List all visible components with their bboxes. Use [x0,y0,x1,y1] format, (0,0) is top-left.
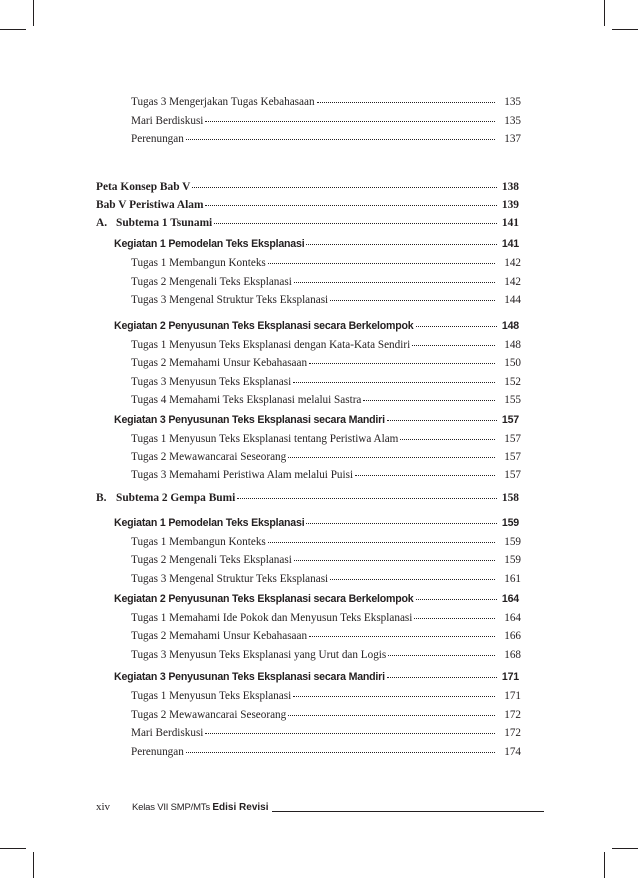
toc-page-number: 141 [501,238,519,250]
toc-page-number: 171 [504,690,521,702]
toc-page-number: 157 [501,414,519,426]
toc-page-number: 144 [504,294,521,306]
toc-leader-dots [306,235,497,245]
toc-entry-text: Tugas 1 Membangun Konteks [131,536,266,548]
toc-entry-title [131,450,286,464]
toc-entry[interactable] [131,275,521,289]
toc-leader-dots [186,743,495,753]
toc-leader-dots [288,448,495,458]
toc-page-number: 139 [501,199,519,211]
toc-leader-dots [186,130,495,140]
toc-page-number: 168 [504,649,521,661]
toc-entry[interactable] [131,256,521,270]
toc-entry-title [131,611,412,625]
toc-entry-title [131,553,292,567]
toc-entry-text: Tugas 3 Menyusun Teks Eksplanasi [131,376,292,388]
toc-entry[interactable] [114,516,519,530]
toc-leader-dots [317,93,495,103]
toc-entry-text: Tugas 1 Menyusun Teks Eksplanasi [131,690,292,702]
toc-entry-title [131,114,203,128]
toc-entry-text: Tugas 4 Memahami Teks Eksplanasi melalui Sastra [131,394,362,406]
toc-page-number: 158 [501,492,519,504]
toc-leader-dots [388,646,495,656]
footer-book-title [132,802,269,813]
toc-leader-dots [416,590,498,600]
toc-entry-text: Tugas 2 Mewawancarai Seseorang [131,709,287,721]
toc-entry-text: Tugas 2 Mengenali Teks Eksplanasi [131,554,292,566]
toc-entry[interactable] [131,356,521,370]
toc-entry-title [131,648,386,662]
toc-entry-title [131,689,291,703]
toc-entry-title [96,198,203,212]
toc-leader-dots [268,533,495,543]
toc-entry-title [131,726,203,740]
toc-entry[interactable] [131,689,521,703]
toc-leader-dots [294,551,495,561]
toc-page-number: 166 [504,630,521,642]
toc-entry[interactable] [131,535,521,549]
toc-leader-dots [309,627,495,637]
toc-entry-title [131,256,266,270]
toc-entry-title [114,516,304,530]
toc-entry-text: Tugas 3 Menyusun Teks Eksplanasi yang Urut dan Logis [131,649,387,661]
toc-entry[interactable] [131,468,521,482]
footer-book-class: Kelas VII SMP/MTs [132,802,210,813]
toc-page-number: 159 [504,554,521,566]
toc-entry-title [131,708,286,722]
toc-entry-text: Tugas 1 Membangun Konteks [131,257,266,269]
toc-entry-text: Tugas 3 Mengenal Struktur Teks Eksplanasi [131,294,329,306]
toc-entry-title [114,413,385,427]
toc-entry[interactable] [131,375,521,389]
toc-entry-title [131,572,328,586]
toc-entry-text: Peta Konsep Bab V [96,181,191,193]
toc-entry-title [131,629,307,643]
toc-entry-text: Tugas 2 Mewawancarai Seseorang [131,451,287,463]
toc-entry-title [96,491,235,505]
toc-entry[interactable] [131,293,521,307]
toc-leader-dots [306,514,497,524]
toc-entry[interactable] [131,572,521,586]
toc-page-number: 135 [504,96,521,108]
toc-page-number: 159 [501,517,519,529]
toc-entry-text: Bab V Peristiwa Alam [96,199,204,211]
toc-entry[interactable] [131,708,521,722]
toc-entry-text: Subtema 2 Gempa Bumi [116,492,236,504]
toc-entry-title [114,319,414,333]
toc-page-number: 174 [504,746,521,758]
toc-page-number: 164 [504,612,521,624]
toc-leader-dots [355,466,495,476]
toc-entry-title [131,375,291,389]
toc-section-letter: A. [96,217,108,229]
toc-page-number: 161 [504,573,521,585]
toc-leader-dots [205,724,495,734]
toc-leader-dots [288,706,495,716]
toc-entry-text: Tugas 3 Mengerjakan Tugas Kebahasaan [131,96,315,108]
toc-leader-dots [309,354,495,364]
toc-page-number: 142 [504,276,521,288]
toc-entry[interactable] [131,450,521,464]
toc-entry-text: Tugas 2 Mengenali Teks Eksplanasi [131,276,292,288]
toc-entry-text: Perenungan [131,133,184,145]
toc-leader-dots [387,411,497,421]
toc-entry-title [131,468,353,482]
toc-entry-text: Kegiatan 3 Penyusunan Teks Eksplanasi secara Mandiri [114,414,385,426]
toc-entry-text: Tugas 1 Menyusun Teks Eksplanasi tentang Peristiwa Alam [131,433,399,445]
toc-page-number: 172 [504,709,521,721]
toc-entry-text: Tugas 1 Menyusun Teks Eksplanasi dengan Kata-Kata Sendiri [131,339,411,351]
toc-page-number: 157 [504,469,521,481]
toc-entry-text: Kegiatan 2 Penyusunan Teks Eksplanasi secara Berkelompok [114,320,414,332]
toc-section-letter: B. [96,492,107,504]
toc-entry-title [131,393,361,407]
toc-entry-text: Subtema 1 Tsunami [116,217,213,229]
toc-leader-dots [192,178,497,188]
toc-leader-dots [293,373,495,383]
toc-leader-dots [294,273,495,283]
toc-page-number: 159 [504,536,521,548]
toc-page-number: 141 [501,217,519,229]
toc-entry-title [96,216,212,230]
toc-leader-dots [205,196,497,206]
toc-leader-dots [214,214,497,224]
toc-entry[interactable] [131,611,521,625]
footer-page-number: xiv [96,801,111,813]
toc-leader-dots [414,609,495,619]
toc-entry[interactable] [131,132,521,146]
toc-leader-dots [330,570,495,580]
toc-page-number: 172 [504,727,521,739]
toc-entry-text: Kegiatan 2 Penyusunan Teks Eksplanasi secara Berkelompok [114,593,414,605]
toc-page-number: 148 [501,320,519,332]
toc-entry-title [131,293,328,307]
toc-entry[interactable] [131,432,521,446]
toc-entry-title [114,592,414,606]
toc-entry-title [131,338,410,352]
toc-entry[interactable] [114,319,519,333]
toc-leader-dots [293,687,495,697]
toc-entry[interactable] [114,237,519,251]
toc-entry[interactable] [131,338,521,352]
toc-page-number: 157 [504,451,521,463]
toc-entry-title [131,745,184,759]
toc-entry[interactable] [114,413,519,427]
toc-entry[interactable] [131,745,521,759]
toc-entry-title [131,535,266,549]
toc-page-number: 142 [504,257,521,269]
toc-entry[interactable] [96,491,519,505]
toc-entry[interactable] [131,553,521,567]
toc-entry-text: Kegiatan 1 Pemodelan Teks Eksplanasi [114,517,305,529]
toc-page-number: 155 [504,394,521,406]
toc-entry[interactable] [114,670,519,684]
toc-page-number: 135 [504,115,521,127]
toc-entry-title [96,180,190,194]
toc-leader-dots [387,668,497,678]
toc-entry[interactable] [96,216,519,230]
toc-leader-dots [330,291,495,301]
toc-page-number: 137 [504,133,521,145]
toc-entry[interactable] [131,114,521,128]
toc-entry-title [131,132,184,146]
toc-entry[interactable] [131,393,521,407]
toc-entry[interactable] [96,180,519,194]
toc-leader-dots [363,391,495,401]
toc-entry[interactable] [131,95,521,109]
toc-leader-dots [400,430,495,440]
toc-leader-dots [268,254,495,264]
toc-entry-text: Mari Berdiskusi [131,727,204,739]
toc-entry-title [131,432,398,446]
toc-entry-text: Kegiatan 3 Penyusunan Teks Eksplanasi secara Mandiri [114,671,385,683]
toc-entry-text: Kegiatan 1 Pemodelan Teks Eksplanasi [114,238,305,250]
toc-page-number: 171 [501,671,519,683]
toc-entry-title [131,275,292,289]
toc-leader-dots [412,336,495,346]
toc-entry-text: Tugas 3 Memahami Peristiwa Alam melalui Puisi [131,469,354,481]
toc-page-number: 148 [504,339,521,351]
toc-page-number: 157 [504,433,521,445]
toc-page-number: 150 [504,357,521,369]
toc-entry[interactable] [114,592,519,606]
footer-rule [272,811,544,812]
toc-entry[interactable] [131,648,521,662]
toc-entry-title [131,95,315,109]
toc-page-number: 152 [504,376,521,388]
toc-entry[interactable] [131,726,521,740]
toc-entry-text: Tugas 2 Memahami Unsur Kebahasaan [131,357,308,369]
toc-entry[interactable] [131,629,521,643]
toc-entry[interactable] [96,198,519,212]
toc-page-number: 138 [501,181,519,193]
toc-entry-title [114,670,385,684]
toc-entry-text: Tugas 2 Memahami Unsur Kebahasaan [131,630,308,642]
footer-edition: Edisi Revisi [212,802,269,813]
toc-leader-dots [416,317,498,327]
toc-entry-text: Tugas 1 Memahami Ide Pokok dan Menyusun Teks Eksplanasi [131,612,413,624]
toc-entry-text: Perenungan [131,746,184,758]
toc-leader-dots [205,112,495,122]
toc-entry-title [114,237,304,251]
toc-entry-title [131,356,307,370]
toc-entry-text: Tugas 3 Mengenal Struktur Teks Eksplanasi [131,573,329,585]
toc-leader-dots [237,489,497,499]
toc-entry-text: Mari Berdiskusi [131,115,204,127]
toc-page-number: 164 [501,593,519,605]
